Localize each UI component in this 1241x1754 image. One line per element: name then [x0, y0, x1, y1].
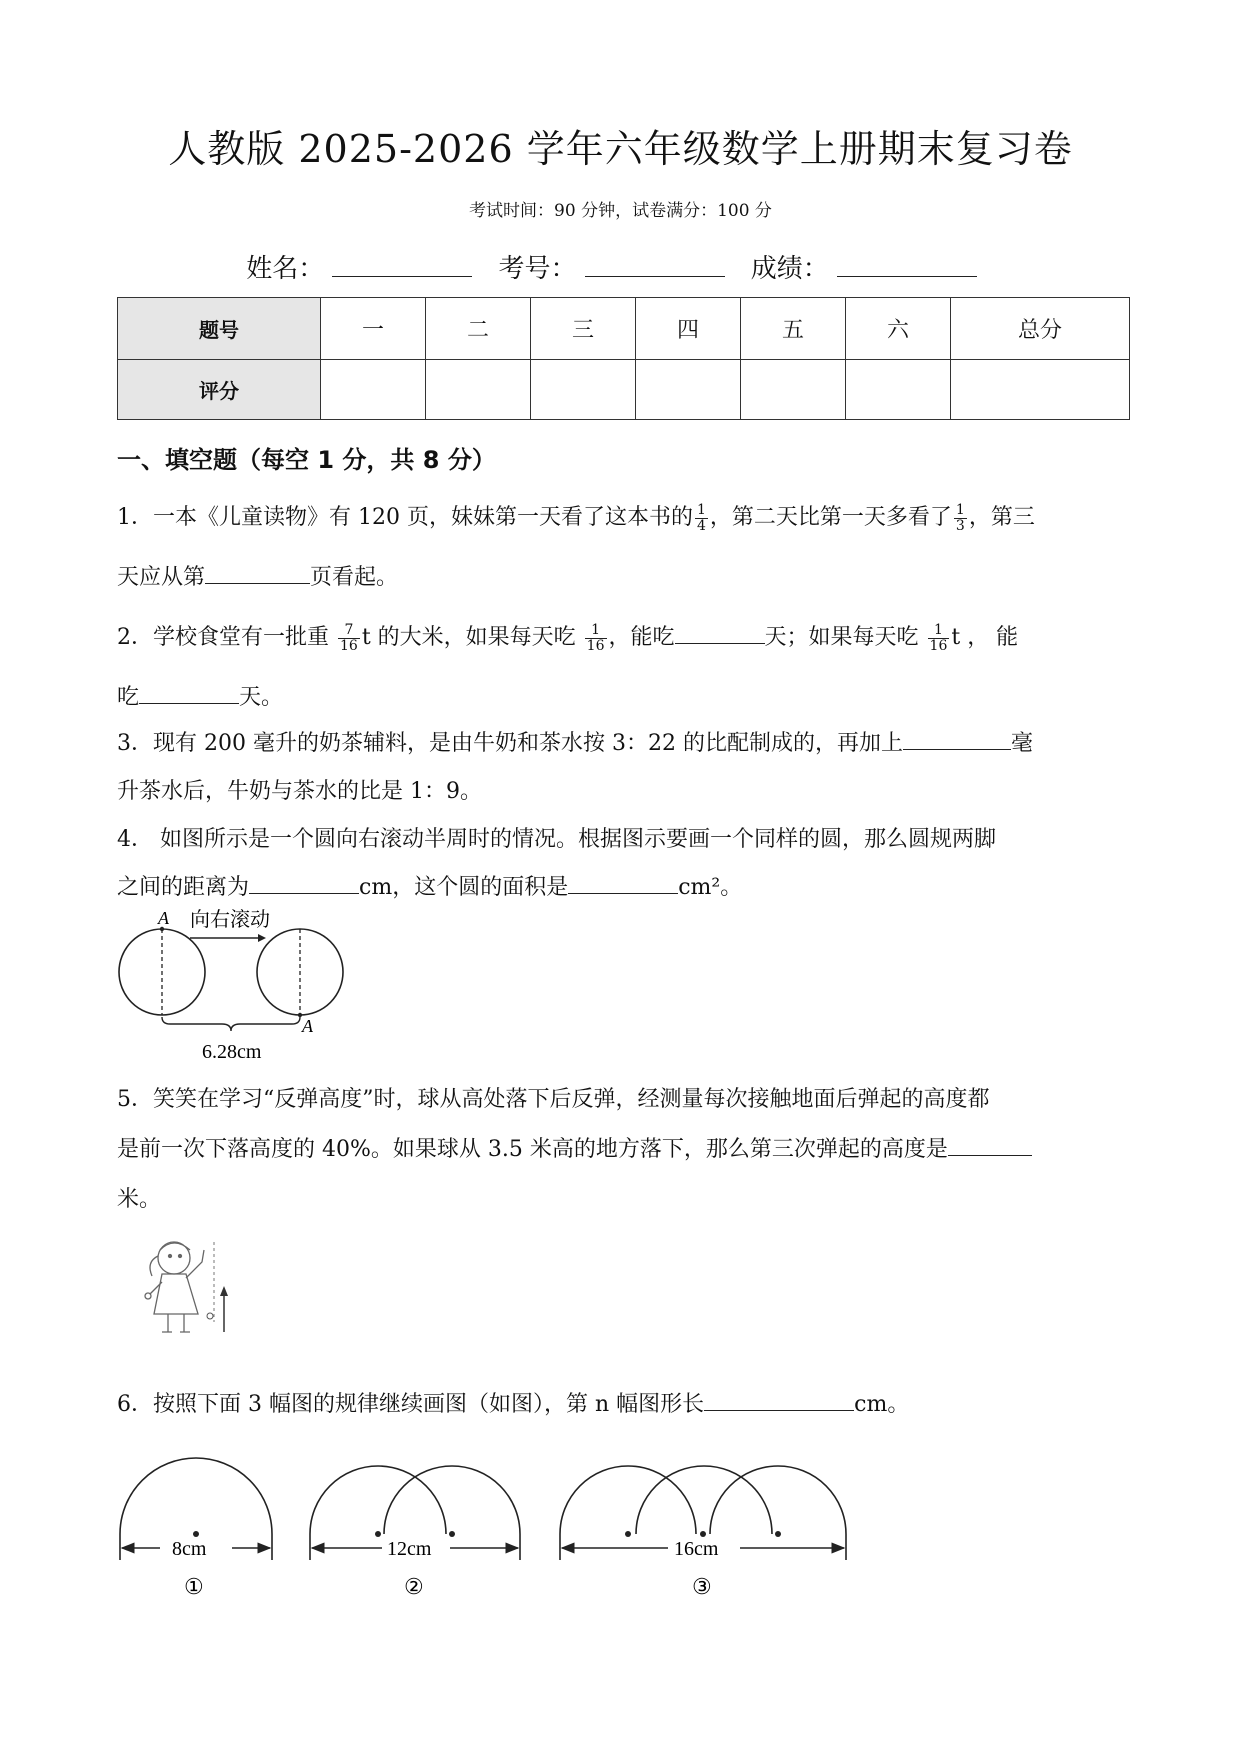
q3-text-2: 毫	[1010, 731, 1033, 756]
numerator: 1	[585, 623, 607, 639]
rolling-circle-figure	[110, 902, 360, 1062]
q4-text-1: 4． 如图所示是一个圆向右滚动半周时的情况。根据图示要画一个同样的圆，那么圆规两脚	[117, 827, 996, 852]
q6-text-1: 6．按照下面 3 幅图的规律继续画图（如图），第 n 幅图形长	[117, 1392, 705, 1417]
q2-text-5: t ， 能	[951, 625, 1019, 650]
q1-text-3: ，第三	[968, 505, 1035, 530]
score-cell[interactable]	[951, 359, 1130, 420]
fraction	[954, 503, 967, 534]
girl-ball-illustration	[140, 1232, 250, 1352]
q3-text-3: 升茶水后，牛奶与茶水的比是 1：9。	[117, 779, 482, 804]
answer-blank[interactable]	[249, 875, 359, 894]
denominator: 4	[696, 517, 706, 534]
col-3: 三	[531, 298, 636, 360]
section-heading: 一、填空题（每空 1 分，共 8 分）	[117, 446, 496, 474]
fig2-number: ②	[404, 1574, 424, 1599]
id-label: 考号：	[498, 254, 577, 284]
question-3	[117, 720, 1132, 816]
numerator: 1	[928, 623, 950, 639]
answer-blank[interactable]	[675, 625, 765, 644]
question-number-header: 题号	[118, 298, 321, 360]
numerator: 1	[696, 501, 706, 518]
fraction	[585, 623, 607, 654]
answer-blank[interactable]	[704, 1392, 854, 1411]
numerator: 1	[955, 501, 965, 518]
exam-subtitle: 考试时间：90 分钟，试卷满分：100 分	[469, 201, 772, 221]
q1-text-1: 1．一本《儿童读物》有 120 页，妹妹第一天看了这本书的	[117, 505, 693, 530]
q2-text-3: ，能吃	[608, 625, 675, 650]
score-cell[interactable]	[846, 359, 951, 420]
q4-text-4: cm²。	[678, 875, 743, 900]
col-4: 四	[636, 298, 741, 360]
answer-blank[interactable]	[948, 1137, 1032, 1156]
q4-text-3: cm，这个圆的面积是	[359, 875, 569, 900]
denominator: 16	[586, 637, 605, 654]
fraction	[695, 503, 708, 534]
score-cell[interactable]	[321, 359, 426, 420]
numerator: 7	[338, 623, 360, 639]
question-6	[117, 1380, 1132, 1430]
answer-blank[interactable]	[568, 875, 678, 894]
col-6: 六	[846, 298, 951, 360]
length-label: 6.28cm	[202, 1041, 262, 1062]
fig3-length-label: 16cm	[674, 1538, 719, 1560]
q2-text-1: 2．学校食堂有一批重	[117, 625, 329, 650]
score-row-header: 评分	[118, 359, 321, 420]
question-4	[117, 816, 1132, 912]
fig2-length-label: 12cm	[387, 1538, 432, 1560]
roll-direction-label: 向右滚动	[190, 909, 270, 931]
q4-text-2: 之间的距离为	[117, 875, 250, 900]
name-label: 姓名：	[246, 254, 325, 284]
denominator: 3	[955, 517, 965, 534]
col-2: 二	[426, 298, 531, 360]
q2-text-6: 吃	[117, 685, 140, 710]
score-cell[interactable]	[426, 359, 531, 420]
answer-blank[interactable]	[903, 731, 1011, 750]
q1-text-5: 页看起。	[310, 565, 399, 590]
score-cell[interactable]	[636, 359, 741, 420]
q2-text-2: t 的大米，如果每天吃	[361, 625, 576, 650]
score-cell[interactable]	[741, 359, 846, 420]
q2-text-7: 天。	[239, 685, 284, 710]
semicircle-pattern-figure	[110, 1430, 910, 1600]
col-1: 一	[321, 298, 426, 360]
point-a-label: A	[158, 908, 169, 928]
question-2	[117, 608, 1132, 728]
q5-text-3: 米。	[117, 1187, 162, 1212]
question-5	[117, 1075, 1132, 1225]
score-label: 成绩：	[750, 254, 829, 284]
score-cell[interactable]	[531, 359, 636, 420]
col-total: 总分	[951, 298, 1130, 360]
fraction	[928, 623, 950, 654]
score-table	[117, 297, 1130, 420]
point-a-label: A	[302, 1016, 313, 1036]
name-field[interactable]	[332, 256, 472, 277]
q5-text-1: 5．笑笑在学习“反弹高度”时，球从高处落下后反弹，经测量每次接触地面后弹起的高度都	[117, 1087, 990, 1112]
q3-text-1: 3．现有 200 毫升的奶茶辅料，是由牛奶和茶水按 3：22 的比配制成的，再加上	[117, 731, 903, 756]
fig1-number: ①	[184, 1574, 204, 1599]
q6-text-2: cm。	[854, 1392, 910, 1417]
fig1-length-label: 8cm	[172, 1538, 207, 1560]
q2-text-4: 天；如果每天吃	[764, 625, 919, 650]
q1-text-2: ，第二天比第一天多看了	[709, 505, 952, 530]
q1-text-4: 天应从第	[117, 565, 206, 590]
answer-blank[interactable]	[205, 565, 310, 584]
q5-text-2: 是前一次下落高度的 40%。如果球从 3.5 米高的地方落下，那么第三次弹起的高度是	[117, 1137, 948, 1162]
denominator: 16	[929, 637, 948, 654]
fraction	[338, 623, 360, 654]
question-1	[117, 488, 1132, 608]
answer-blank[interactable]	[139, 685, 239, 704]
id-field[interactable]	[585, 256, 725, 277]
fig3-number: ③	[692, 1574, 712, 1599]
denominator: 16	[340, 637, 358, 654]
score-field[interactable]	[837, 256, 977, 277]
page-title: 人教版 2025-2026 学年六年级数学上册期末复习卷	[168, 127, 1073, 171]
col-5: 五	[741, 298, 846, 360]
student-info-row	[0, 248, 1241, 285]
